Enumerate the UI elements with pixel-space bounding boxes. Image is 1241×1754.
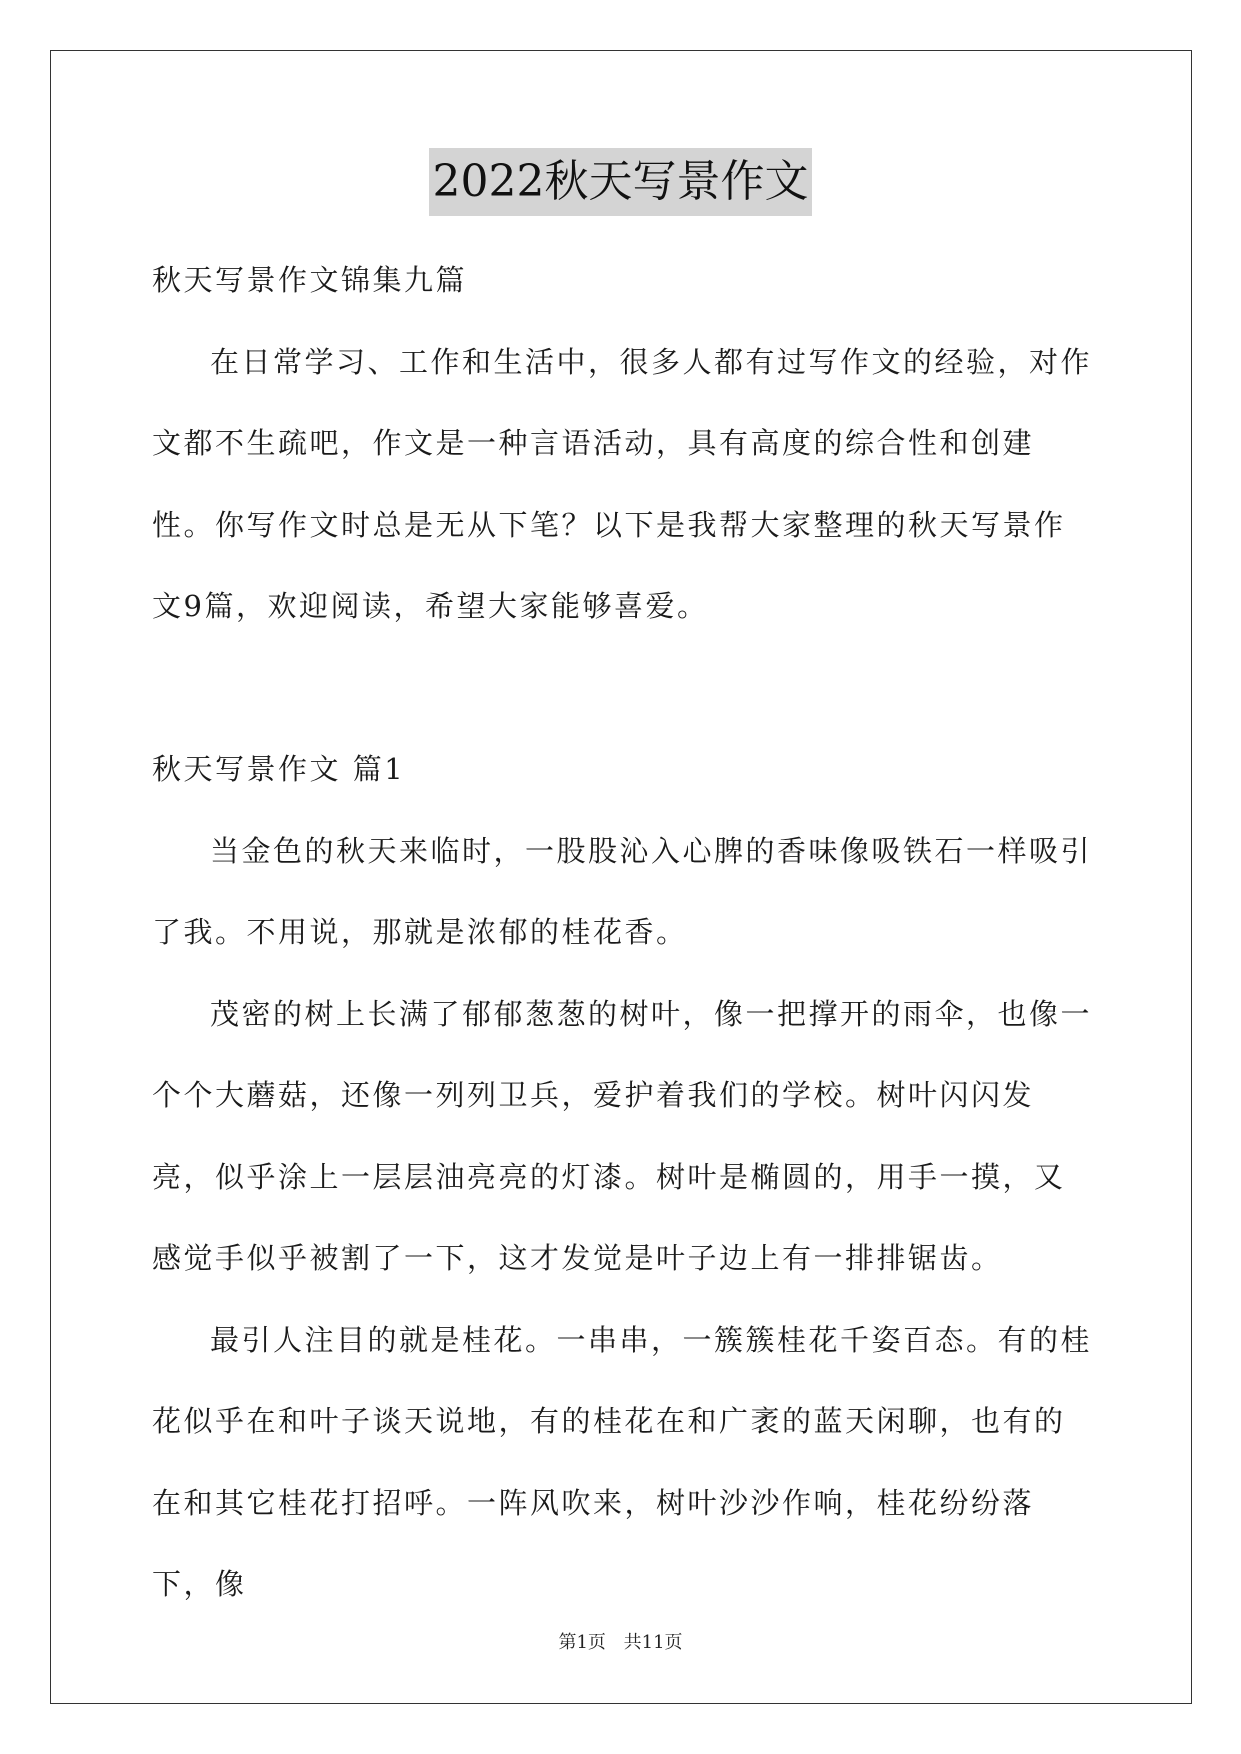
intro-paragraph: 在日常学习、工作和生活中，很多人都有过写作文的经验，对作文都不生疏吧，作文是一种言语活动，具有高度的综合性和创建性。你写作文时总是无从下笔？以下是我帮大家整理的秋天写景作文9篇，欢迎阅读，希望大家能够喜爱。 <box>152 344 1093 623</box>
title-container <box>0 148 1241 216</box>
page-footer <box>0 1628 1241 1654</box>
section-spacer <box>152 648 1092 730</box>
document-body <box>152 240 1092 1626</box>
section-heading: 秋天写景作文 篇1 <box>152 752 406 786</box>
page-number: 第1页 <box>558 1632 606 1653</box>
document-subtitle: 秋天写景作文锦集九篇 <box>152 263 468 297</box>
body-paragraph: 最引人注目的就是桂花。一串串，一簇簇桂花千姿百态。有的桂花似乎在和叶子谈天说地，有的桂花在和广袤的蓝天闲聊，也有的在和其它桂花打招呼。一阵风吹来，树叶沙沙作响，桂花纷纷落下，像 <box>152 1322 1093 1601</box>
document-title: 2022秋天写景作文 <box>429 148 813 216</box>
page-total: 共11页 <box>623 1632 683 1653</box>
body-paragraph: 当金色的秋天来临时，一股股沁入心脾的香味像吸铁石一样吸引了我。不用说，那就是浓郁的桂花香。 <box>152 833 1093 949</box>
body-paragraph: 茂密的树上长满了郁郁葱葱的树叶，像一把撑开的雨伞，也像一个个大蘑菇，还像一列列卫兵，爱护着我们的学校。树叶闪闪发亮，似乎涂上一层层油亮亮的灯漆。树叶是椭圆的，用手一摸，又感觉手似乎被割了一下，这才发觉是叶子边上有一排排锯齿。 <box>152 996 1093 1275</box>
